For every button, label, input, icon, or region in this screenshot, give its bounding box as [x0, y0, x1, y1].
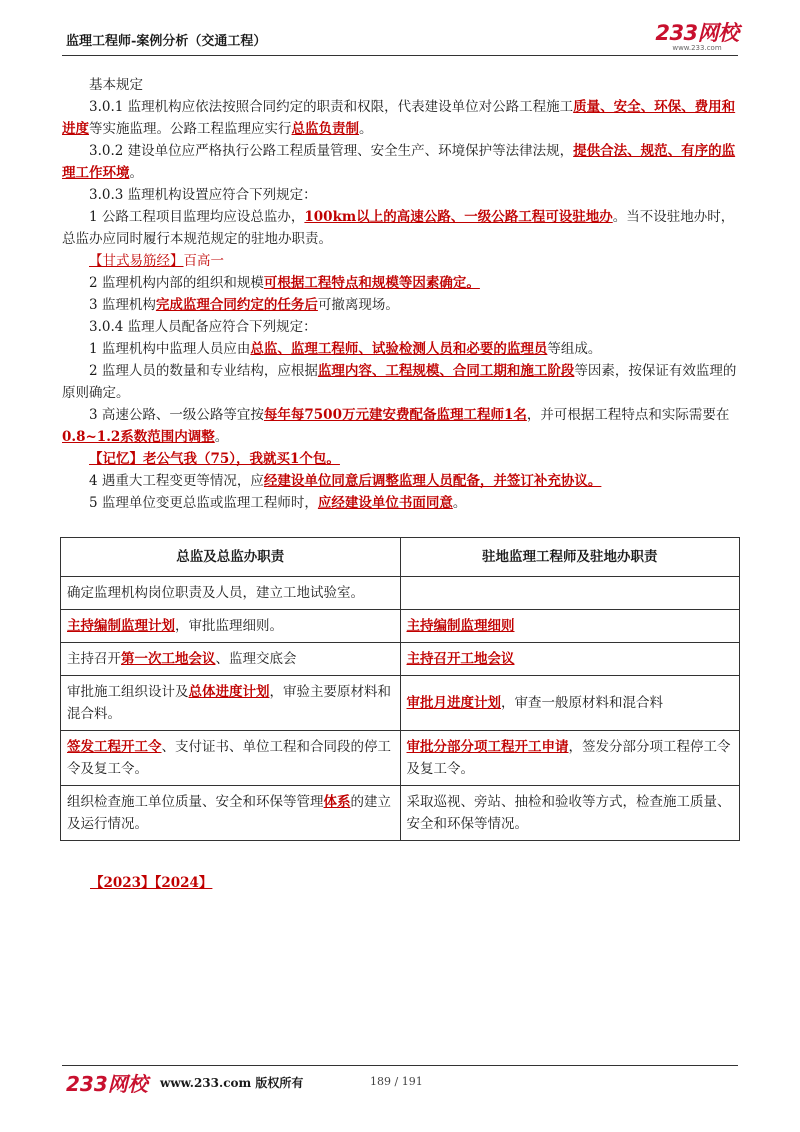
clause-3-0-4-item-4: 4 遇重大工程变更等情况，应经建设单位同意后调整监理人员配备，并签订补充协议。: [89, 473, 602, 489]
footer-copyright: www.233.com 版权所有: [160, 1076, 304, 1090]
cell-left: 主持召开第一次工地会议、监理交底会: [61, 643, 401, 676]
duties-comparison-table: [60, 537, 740, 841]
cell-right: 主持编制监理细则: [400, 610, 740, 643]
page-number: 189 / 191: [370, 1075, 423, 1088]
memory-tip-2: 【记忆】老公气我（75），我就买1个包。: [89, 451, 340, 467]
cell-left: 确定监理机构岗位职责及人员，建立工地试验室。: [61, 577, 401, 610]
clause-3-0-3-item-1: 1 公路工程项目监理均应设总监办，100km以上的高速公路、一级公路工程可设驻地办。当不设驻地办时，总监办应同时履行本规范规定的驻地办职责。: [62, 209, 735, 247]
exam-years-tag: 【2023】【2024】: [90, 875, 213, 891]
brand-logo: [655, 22, 739, 52]
clause-3-0-4: 3.0.4 监理人员配备应符合下列规定：: [89, 319, 317, 335]
header-divider: [62, 55, 738, 56]
clause-3-0-2: 3.0.2 建设单位应严格执行公路工程质量管理、安全生产、环境保护等法律法规，提供合法、规范、有序的监理工作环境。: [62, 143, 736, 181]
header-chief-supervisor: 总监及总监办职责: [61, 538, 401, 577]
cell-right: 主持召开工地会议: [400, 643, 740, 676]
cell-left: 签发工程开工令、支付证书、单位工程和合同段的停工令及复工令。: [61, 731, 401, 786]
table-row: [61, 676, 740, 731]
section-heading: 基本规定: [89, 77, 143, 93]
table-header-row: [61, 538, 740, 577]
footer-divider: [62, 1065, 738, 1066]
cell-left: 主持编制监理计划，审批监理细则。: [61, 610, 401, 643]
clause-3-0-3-item-3: 3 监理机构完成监理合同约定的任务后可撤离现场。: [89, 297, 399, 313]
clause-3-0-4-item-2: 2 监理人员的数量和专业结构，应根据监理内容、工程规模、合同工期和施工阶段等因素，按保证有效监理的原则确定。: [62, 363, 737, 401]
clause-3-0-4-item-5: 5 监理单位变更总监或监理工程师时，应经建设单位书面同意。: [89, 495, 467, 511]
document-body: [62, 74, 738, 514]
clause-3-0-1: 3.0.1 监理机构应依法按照合同约定的职责和权限，代表建设单位对公路工程施工质量、安全、环保、费用和进度等实施监理。公路工程监理应实行总监负责制。: [62, 99, 736, 137]
cell-left: 审批施工组织设计及总体进度计划，审验主要原材料和混合料。: [61, 676, 401, 731]
document-header-title: 监理工程师-案例分析（交通工程）: [66, 34, 267, 49]
cell-right: [400, 577, 740, 610]
cell-left: 组织检查施工单位质量、安全和环保等管理体系的建立及运行情况。: [61, 786, 401, 841]
header-resident-supervisor: 驻地监理工程师及驻地办职责: [400, 538, 740, 577]
cell-right: 审批月进度计划，审查一般原材料和混合料: [400, 676, 740, 731]
cell-right: 采取巡视、旁站、抽检和验收等方式，检查施工质量、安全和环保等情况。: [400, 786, 740, 841]
cell-right: 审批分部分项工程开工申请，签发分部分项工程停工令及复工令。: [400, 731, 740, 786]
clause-3-0-4-item-1: 1 监理机构中监理人员应由总监、监理工程师、试验检测人员和必要的监理员等组成。: [89, 341, 602, 357]
footer-logo: 233网校: [66, 1072, 148, 1096]
clause-3-0-3-item-2: 2 监理机构内部的组织和规模可根据工程特点和规模等因素确定。: [89, 275, 480, 291]
table-row: [61, 577, 740, 610]
table-row: [61, 731, 740, 786]
clause-3-0-3: 3.0.3 监理机构设置应符合下列规定：: [89, 187, 317, 203]
clause-3-0-4-item-3: 3 高速公路、一级公路等宜按每年每7500万元建安费配备监理工程师1名，并可根据工程特点和实际需要在0.8~1.2系数范围内调整。: [62, 407, 730, 445]
table-row: [61, 610, 740, 643]
logo-main-text: 233网校: [655, 21, 739, 45]
table-row: [61, 786, 740, 841]
logo-url-text: www.233.com: [672, 44, 722, 52]
memory-tip-1: 【甘式易筋经】百高一: [89, 253, 224, 269]
table-row: [61, 643, 740, 676]
